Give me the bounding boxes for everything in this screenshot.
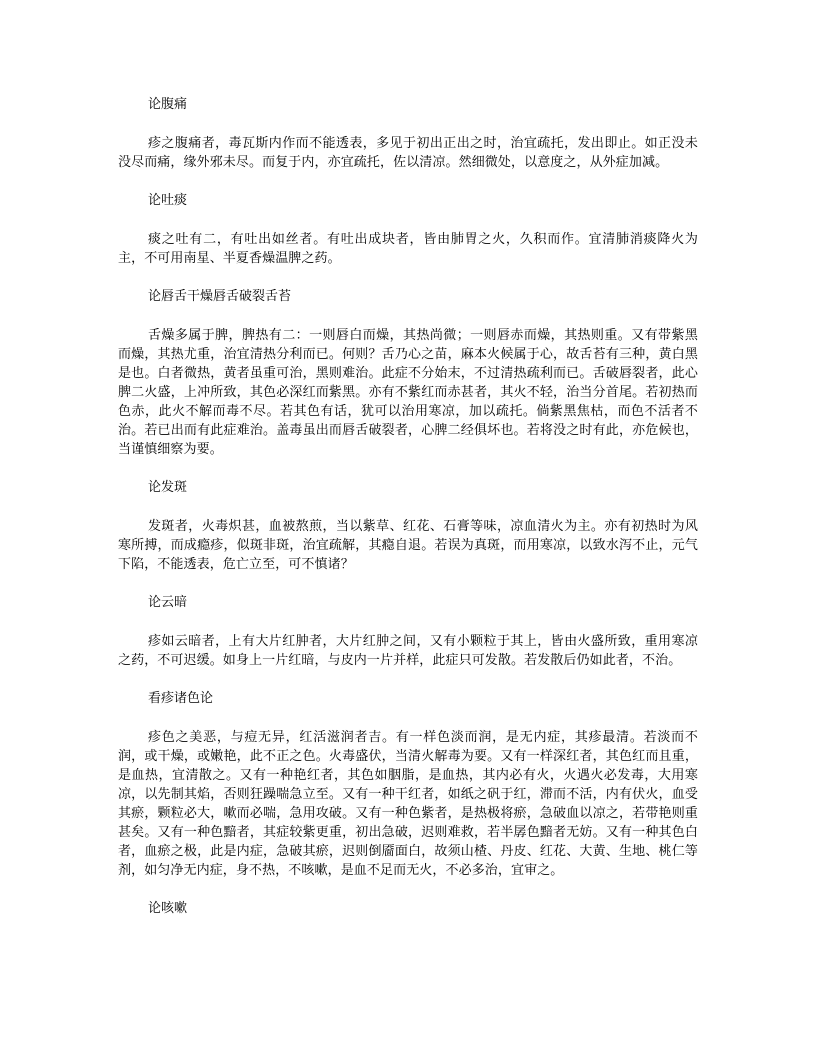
section-paragraph: 舌燥多属于脾，脾热有二：一则唇白而燥，其热尚微；一则唇赤而燥，其热则重。又有带紫黑而燥，其热尤重，治宜清热分利而已。何则？舌乃心之苗，麻本火候属于心，故舌苔有三种，黄白黑是也。白者微热，黄者虽重可治，黑则难治。此症不分始末，不过清热疏利而已。舌破唇裂者，此心脾二火盛，上冲所致，其色必深红而紫黑。亦有不紫红而赤甚者，其火不轻，治当分首尾。若初热而色赤，此火不解而毒不尽。若其色有话，犹可以治用寒凉，加以疏托。倘紫黑焦枯，而色不活者不治。若已出而有此症难治。盖毒虽出而唇舌破裂者，心脾二经俱坏也。若将没之时有此，亦危候也，当谨慎细察为要。 bbox=[118, 328, 698, 457]
section-title: 论吐痰 bbox=[148, 193, 188, 208]
section-rash bbox=[118, 479, 698, 574]
section-abdominal-pain bbox=[118, 96, 698, 172]
section-colors bbox=[118, 690, 698, 880]
section-cough bbox=[118, 900, 698, 918]
section-title: 论云暗 bbox=[148, 595, 188, 610]
section-phlegm bbox=[118, 192, 698, 268]
section-paragraph: 痰之吐有二，有吐出如丝者。有吐出成块者，皆由肺胃之火，久积而作。宜清肺消痰降火为主，不可用南星、半夏香燥温脾之药。 bbox=[118, 232, 698, 266]
section-title: 论发斑 bbox=[148, 480, 188, 495]
section-paragraph: 疹如云暗者，上有大片红肿者，大片红肿之间，又有小颗粒于其上，皆由火盛所致，重用寒凉之药，不可迟缓。如身上一片红暗，与皮内一片并样，此症只可发散。若发散后仍如此者，不治。 bbox=[118, 634, 698, 668]
section-paragraph: 疹色之美恶，与痘无异，红活滋润者吉。有一样色淡而润，是无内症，其疹最清。若淡而不润，或干燥，或嫩艳，此不正之色。火毒盛伏，当清火解毒为要。又有一样深红者，其色红而且重，是血热，宜清散之。又有一种艳红者，其色如胭脂，是血热，其内必有火，火遇火必发毒，大用寒凉，以先制其焰，否则狂躁喘急立至。又有一种干红者，如纸之矾于红，滞而不活，内有伏火，血受其瘀，颗粒必大，嗽而必喘，急用攻破。又有一种色紫者，是热极将瘀，急破血以凉之，若带艳则重甚矣。又有一种色黯者，其症较紫更重，初出急破，迟则难救，若半孱色黯者无妨。又有一种其色白者，血瘀之极，此是内症，急破其瘀，迟则倒靥面白，故须山楂、丹皮、红花、大黄、生地、桃仁等剂，如匀净无内症，身不热，不咳嗽，是血不足而无火，不必多治，宜审之。 bbox=[118, 730, 698, 878]
section-paragraph: 发斑者，火毒炽甚，血被熬煎，当以紫草、红花、石膏等味，凉血清火为主。亦有初热时为风寒所搏，而成瘾疹，似斑非斑，治宜疏解，其瘾自退。若误为真斑，而用寒凉，以致水泻不止，元气下陷，不能透表，危亡立至，可不慎诸？ bbox=[118, 519, 698, 572]
section-title: 论腹痛 bbox=[148, 97, 188, 112]
document-content bbox=[118, 96, 698, 938]
section-cloud-dark bbox=[118, 594, 698, 670]
section-title: 论唇舌干燥唇舌破裂舌苔 bbox=[148, 289, 292, 304]
section-title: 论咳嗽 bbox=[148, 901, 188, 916]
section-lips-tongue bbox=[118, 288, 698, 459]
section-paragraph: 疹之腹痛者，毒瓦斯内作而不能透表，多见于初出正出之时，治宜疏托，发出即止。如正没未没尽而痛，缘外邪未尽。而复于内，亦宜疏托，佐以清凉。然细微处，以意度之，从外症加减。 bbox=[118, 136, 698, 170]
section-title: 看疹诸色论 bbox=[148, 691, 214, 706]
